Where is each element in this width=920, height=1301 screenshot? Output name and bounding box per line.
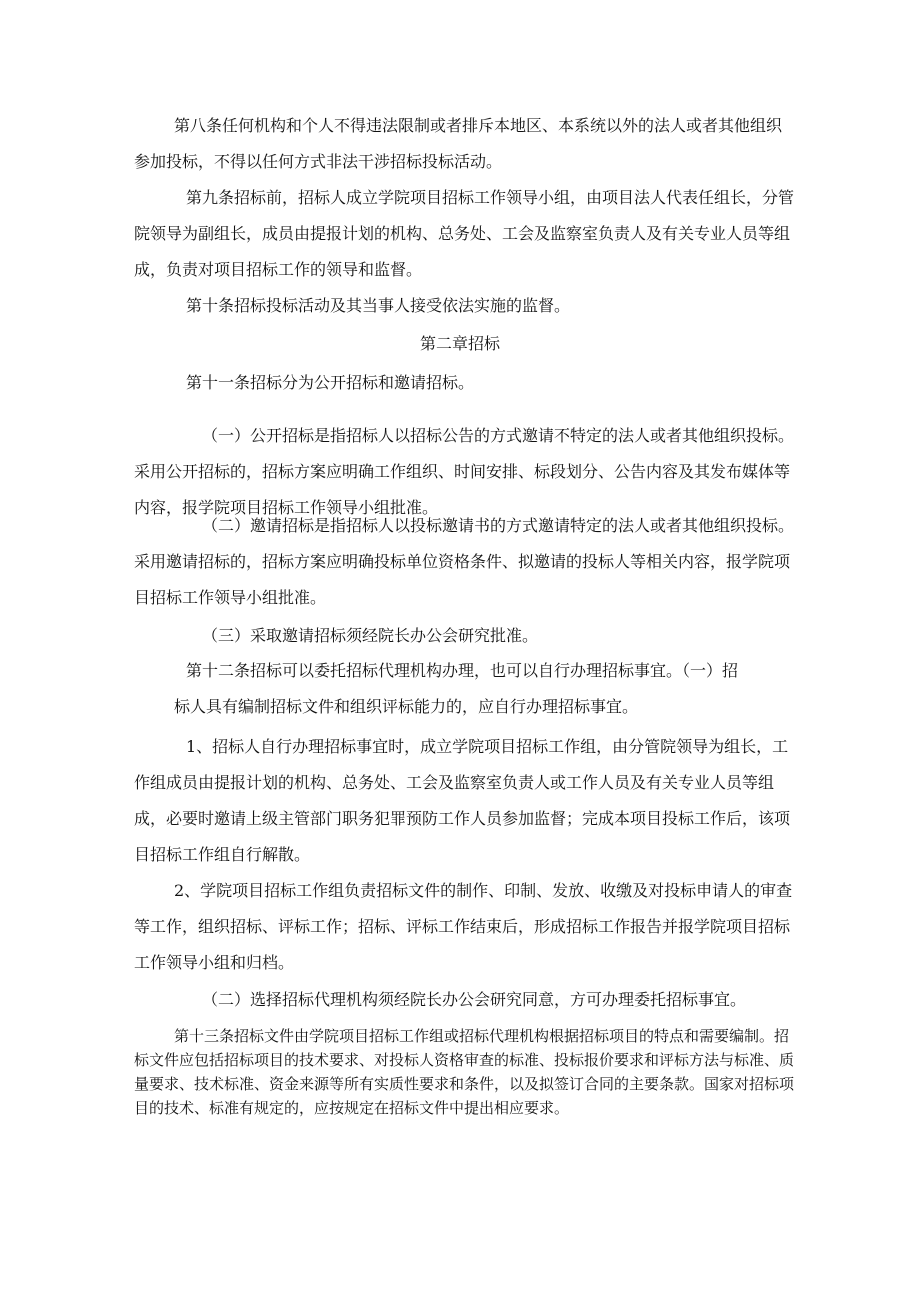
article-12: 第十二条招标可以委托招标代理机构办理，也可以自行办理招标事宜。（一）招 xyxy=(186,661,739,680)
article-12-item-1: 1、招标人自行办理招标事宜时，成立学院项目招标工作组，由分管院领导为组长，工作组成员由提报计划的机构、总务处、工会及监察室负责人或工作人员及有关专业人员等组成，必要时邀请上级主管部门职务犯罪预防工作人员参加监督；完成本项目投标工作后，该项目招标工作组自行解散。 xyxy=(134,737,791,864)
article-10: 第十条招标投标活动及其当事人接受依法实施的监督。 xyxy=(186,296,571,315)
article-11: 第十一条招标分为公开招标和邀请招标。 xyxy=(186,373,475,392)
article-12-item-3: （二）选择招标代理机构须经院长办公会研究同意，方可办理委托招标事宜。 xyxy=(202,990,747,1009)
article-11-item-3: （三）采取邀请招标须经院长办公会研究批准。 xyxy=(202,626,539,645)
article-9: 第九条招标前，招标人成立学院项目招标工作领导小组，由项目法人代表任组长，分管院领导为副组长，成员由提报计划的机构、总务处、工会及监察室负责人及有关专业人员等组成，负责对项目招标工作的领导和监督。 xyxy=(134,188,795,279)
article-8: 第八条任何机构和个人不得违法限制或者排斥本地区、本系统以外的法人或者其他组织参加投标，不得以任何方式非法干涉招标投标活动。 xyxy=(134,116,783,171)
article-13: 第十三条招标文件由学院项目招标工作组或招标代理机构根据招标项目的特点和需要编制。招标文件应包括招标项目的技术要求、对投标人资格审查的标准、投标报价要求和评标方法与标准、质量要求、技术标准、资金来源等所有实质性要求和条件，以及拟签订合同的主要条款。国家对招标项目的技术、标准有规定的，应按规定在招标文件中提出相应要求。 xyxy=(134,1027,795,1117)
article-12-item-2: 2、学院项目招标工作组负责招标文件的制作、印制、发放、收缴及对投标申请人的审查等工作，组织招标、评标工作；招标、评标工作结束后，形成招标工作报告并报学院项目招标工作领导小组和归档。 xyxy=(134,881,793,972)
article-12-continued: 标人具有编制招标文件和组织评标能力的，应自行办理招标事宜。 xyxy=(174,697,639,716)
article-11-item-2: （二）邀请招标是指招标人以投标邀请书的方式邀请特定的法人或者其他组织投标。采用邀请招标的，招标方案应明确投标单位资格条件、拟邀请的投标人等相关内容，报学院项目招标工作领导小组批准。 xyxy=(134,516,795,607)
article-11-item-1: （一）公开招标是指招标人以招标公告的方式邀请不特定的法人或者其他组织投标。采用公开招标的，招标方案应明确工作组织、时间安排、标段划分、公告内容及其发布媒体等内容，报学院项目招标工作领导小组批准。 xyxy=(134,426,795,517)
chapter-title: 第二章招标 xyxy=(419,334,500,353)
